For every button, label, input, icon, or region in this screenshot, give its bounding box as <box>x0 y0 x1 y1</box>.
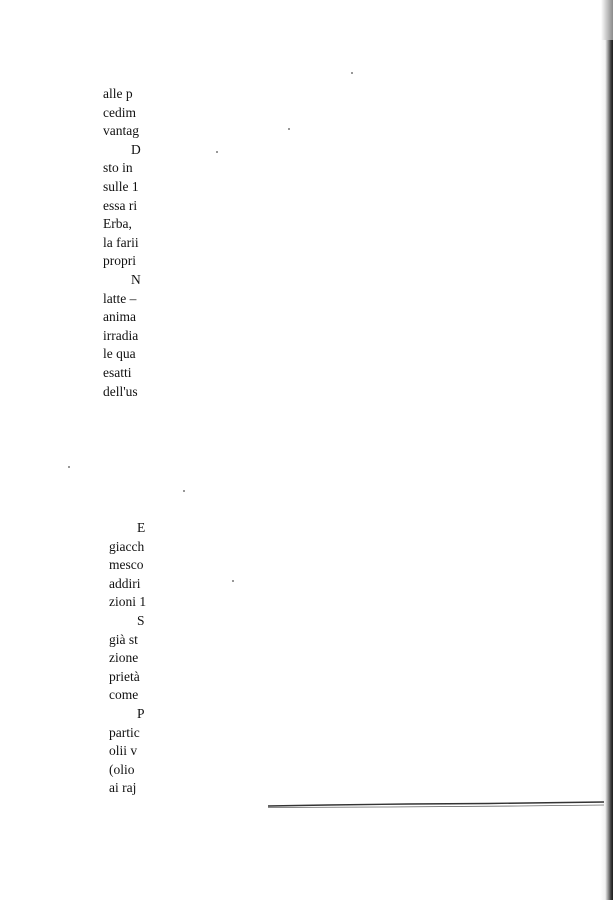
page-edge-shadow-top <box>601 0 613 40</box>
text-line: zioni 1 <box>109 594 147 610</box>
paragraph-initial: N <box>131 271 141 287</box>
text-line: sto in <box>103 160 133 176</box>
text-line: latte – <box>103 290 137 306</box>
text-line: già st <box>109 631 138 647</box>
text-line: giacch <box>109 538 145 554</box>
text-line: le qua <box>103 346 136 362</box>
scan-speck <box>216 151 218 153</box>
text-line: cedim <box>103 104 136 120</box>
text-line: esatti <box>103 364 132 380</box>
text-line: (olio <box>109 761 135 777</box>
text-column-top <box>103 85 163 401</box>
scan-speck <box>68 466 70 468</box>
paragraph-initial: E <box>137 520 146 535</box>
text-line: essa ri <box>103 197 138 213</box>
text-line: partic <box>109 724 140 740</box>
text-line: irradia <box>103 327 139 343</box>
text-line: la farii <box>103 234 139 250</box>
bottom-edge-line <box>268 800 604 809</box>
text-column-bottom <box>109 519 169 798</box>
paragraph-initial: D <box>131 141 141 157</box>
text-line: vantag <box>103 123 139 139</box>
text-line: ai raj <box>109 780 137 796</box>
text-line: addiri <box>109 575 141 591</box>
text-line: Erba, <box>103 216 132 232</box>
scan-speck <box>351 72 353 74</box>
paragraph-initial: S <box>137 612 145 628</box>
scan-speck <box>183 490 185 492</box>
text-line: prietà <box>109 668 140 684</box>
page-edge-shadow <box>600 40 613 900</box>
text-line: come <box>109 687 139 703</box>
text-line: alle p <box>103 86 133 101</box>
text-line: anima <box>103 309 136 325</box>
text-line: olii v <box>109 743 138 759</box>
text-line: zione <box>109 650 139 666</box>
text-line: propri <box>103 253 136 269</box>
text-line: mesco <box>109 557 144 573</box>
scan-speck <box>288 128 290 130</box>
scan-speck <box>232 580 234 582</box>
text-line: dell'us <box>103 383 138 399</box>
paragraph-initial: P <box>137 705 145 721</box>
text-line: sulle 1 <box>103 178 139 194</box>
